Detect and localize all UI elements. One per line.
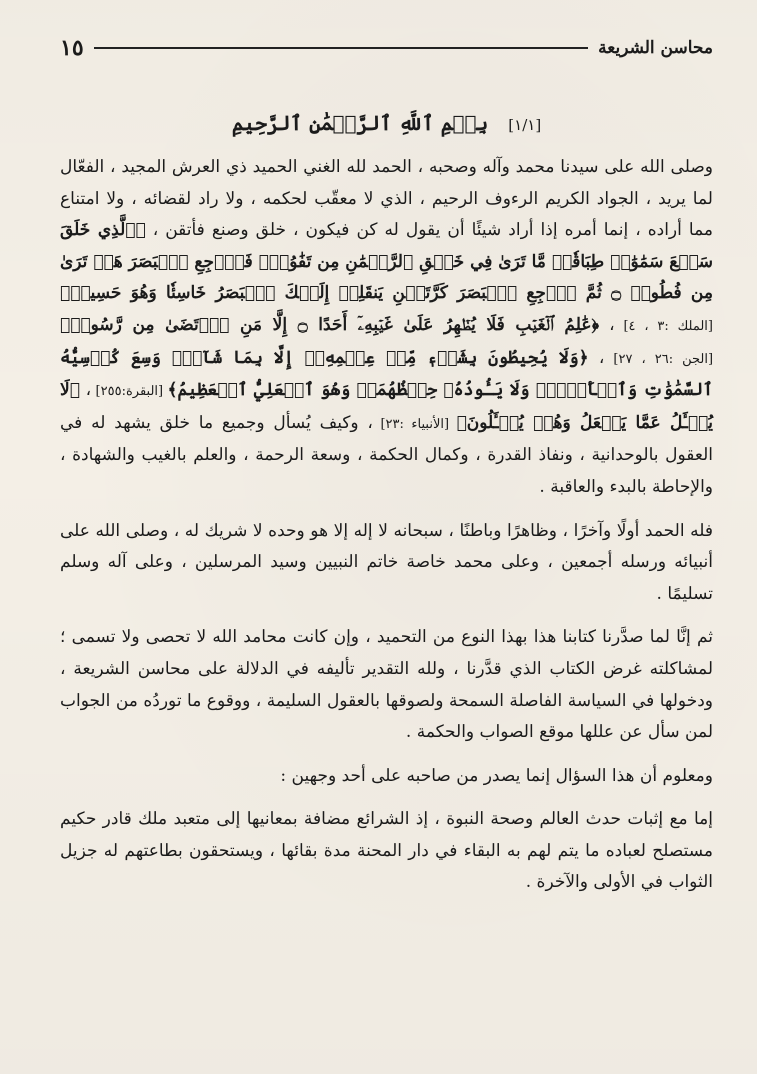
paragraph (60, 152, 713, 504)
paragraph-text: ومعلوم أن هذا السؤال إنما يصدر من صاحبه على أحد وجهين : (280, 765, 713, 786)
paragraph (60, 516, 713, 611)
verse-reference: [الأنبياء :٢٣] (372, 416, 457, 432)
verse-reference: [البقرة:٢٥٥] (91, 384, 168, 400)
paragraph-text: ، وكيف يُسأل وجميع ما خلق يشهد له في العقول بالوحدانية ، ونفاذ القدرة ، وكمال الحكمة ، وسعة الرحمة ، والعلم بالغيب والشهادة ، والإحاطة بالبدء والعاقبة . (60, 412, 713, 497)
paragraph-text: إما مع إثبات حدث العالم وصحة النبوة ، إذ الشرائع مضافة بمعانيها إلى متعبد ملك قادر حكيم مستصلح لعباده ما يتم لهم به البقاء في دار المحنة مدة بقائها ، ويستحقون بطاعتهم له جزيل الثواب في الأولى والآخرة . (60, 809, 713, 893)
header-rule (94, 47, 589, 49)
basmala: بِسۡمِ ٱللَّهِ ٱلرَّحۡمَٰنِ ٱلرَّحِيمِ (231, 111, 489, 135)
paragraph-text: ثم إنَّا لما صدَّرنا كتابنا هذا بهذا النوع من التحميد ، وإن كانت محامد الله لا تحصى ولا تسمى ؛ لمشاكلته غرض الكتاب الذي قدَّرنا ، ولله التقدير تأليفه في الدلالة على محاسن الشريعة ، ودخولها في السياسة الفاصلة السمحة ولصوقها بالعقول السليمة ، ووقوع ما توردُه من الجواب لمن سأل عن عللها موقع الصواب والحكمة . (60, 627, 713, 743)
folio-mark: [١/١] (508, 116, 542, 134)
paragraph (60, 804, 713, 899)
paragraph (60, 622, 713, 748)
opening-heading (60, 110, 713, 138)
verse-reference: [الجن :٢٦ ، ٢٧] (604, 351, 714, 367)
verse-reference: [الملك :٣ ، ٤] (614, 318, 713, 334)
page-number: ١٥ (60, 35, 84, 61)
quran-verse: ﴿وَلَا يُحِيطُونَ بِشَيۡءٖ مِّنۡ عِلۡمِهِۦٓ إِلَّا بِمَا شَآءَۚ وَسِعَ كُرۡسِيُّهُ ٱلسَّمَٰوَٰتِ وَٱلۡأَرۡضَۖ وَلَا يَـُٔودُهُۥ حِفۡظُهُمَاۚ وَهُوَ ٱلۡعَلِيُّ ٱلۡعَظِيمُ﴾ (60, 347, 714, 401)
body-text (60, 152, 713, 899)
paragraph-text: وصلى الله على سيدنا محمد وآله وصحبه ، الحمد لله الغني الحميد ذي العرش المجيد ، الفعّال لما يريد ، الجواد الكريم الرءوف الرحيم ، الذي لا معقّب لحكمه ، ولا راد لقضائه ، ولا امتناع مما أراده ، إنما أمره إذا أراد شيئًا أن يقول له كن فيكون ، خلق وصنع فأتقن ، (60, 157, 713, 241)
quran-verse: ﴿ٱلَّذِي خَلَقَ سَبۡعَ سَمَٰوَٰتٖ طِبَاقٗاۖ مَّا تَرَىٰ فِي خَلۡقِ ٱلرَّحۡمَٰنِ مِن تَفَٰوُتٖۖ فَٱرۡجِعِ ٱلۡبَصَرَ هَلۡ تَرَىٰ مِن فُطُورٖ ۝ ثُمَّ ٱرۡجِعِ ٱلۡبَصَرَ كَرَّتَيۡنِ يَنقَلِبۡ إِلَيۡكَ ٱلۡبَصَرُ خَاسِئٗا وَهُوَ حَسِيرٞ﴾ (60, 220, 713, 304)
paragraph-text: ، (599, 314, 615, 335)
book-title: محاسن الشريعة (598, 38, 713, 58)
paragraph-text: ، (588, 347, 605, 368)
running-header (60, 34, 713, 62)
quran-verse: ﴿عَٰلِمُ ٱلۡغَيۡبِ فَلَا يُظۡهِرُ عَلَىٰ غَيۡبِهِۦٓ أَحَدًا ۝ إِلَّا مَنِ ٱرۡتَضَىٰ مِن رَّسُولٖ﴾ (60, 314, 600, 335)
paragraph-text: ، (79, 380, 92, 401)
quran-verse: ﴿لَا يُسۡـَٔلُ عَمَّا يَفۡعَلُ وَهُمۡ يُسۡـَٔلُونَ﴾ (60, 380, 713, 433)
paragraph (60, 761, 713, 793)
paragraph-text: فله الحمد أولًا وآخرًا ، وظاهرًا وباطنًا ، سبحانه لا إله إلا هو وحده لا شريك له ، وصلى الله على أنبيائه ورسله أجمعين ، وعلى محمد خاصة خاتم النبيين وسيد المرسلين ، وعلى آله وسلم تسليمًا . (60, 520, 713, 604)
